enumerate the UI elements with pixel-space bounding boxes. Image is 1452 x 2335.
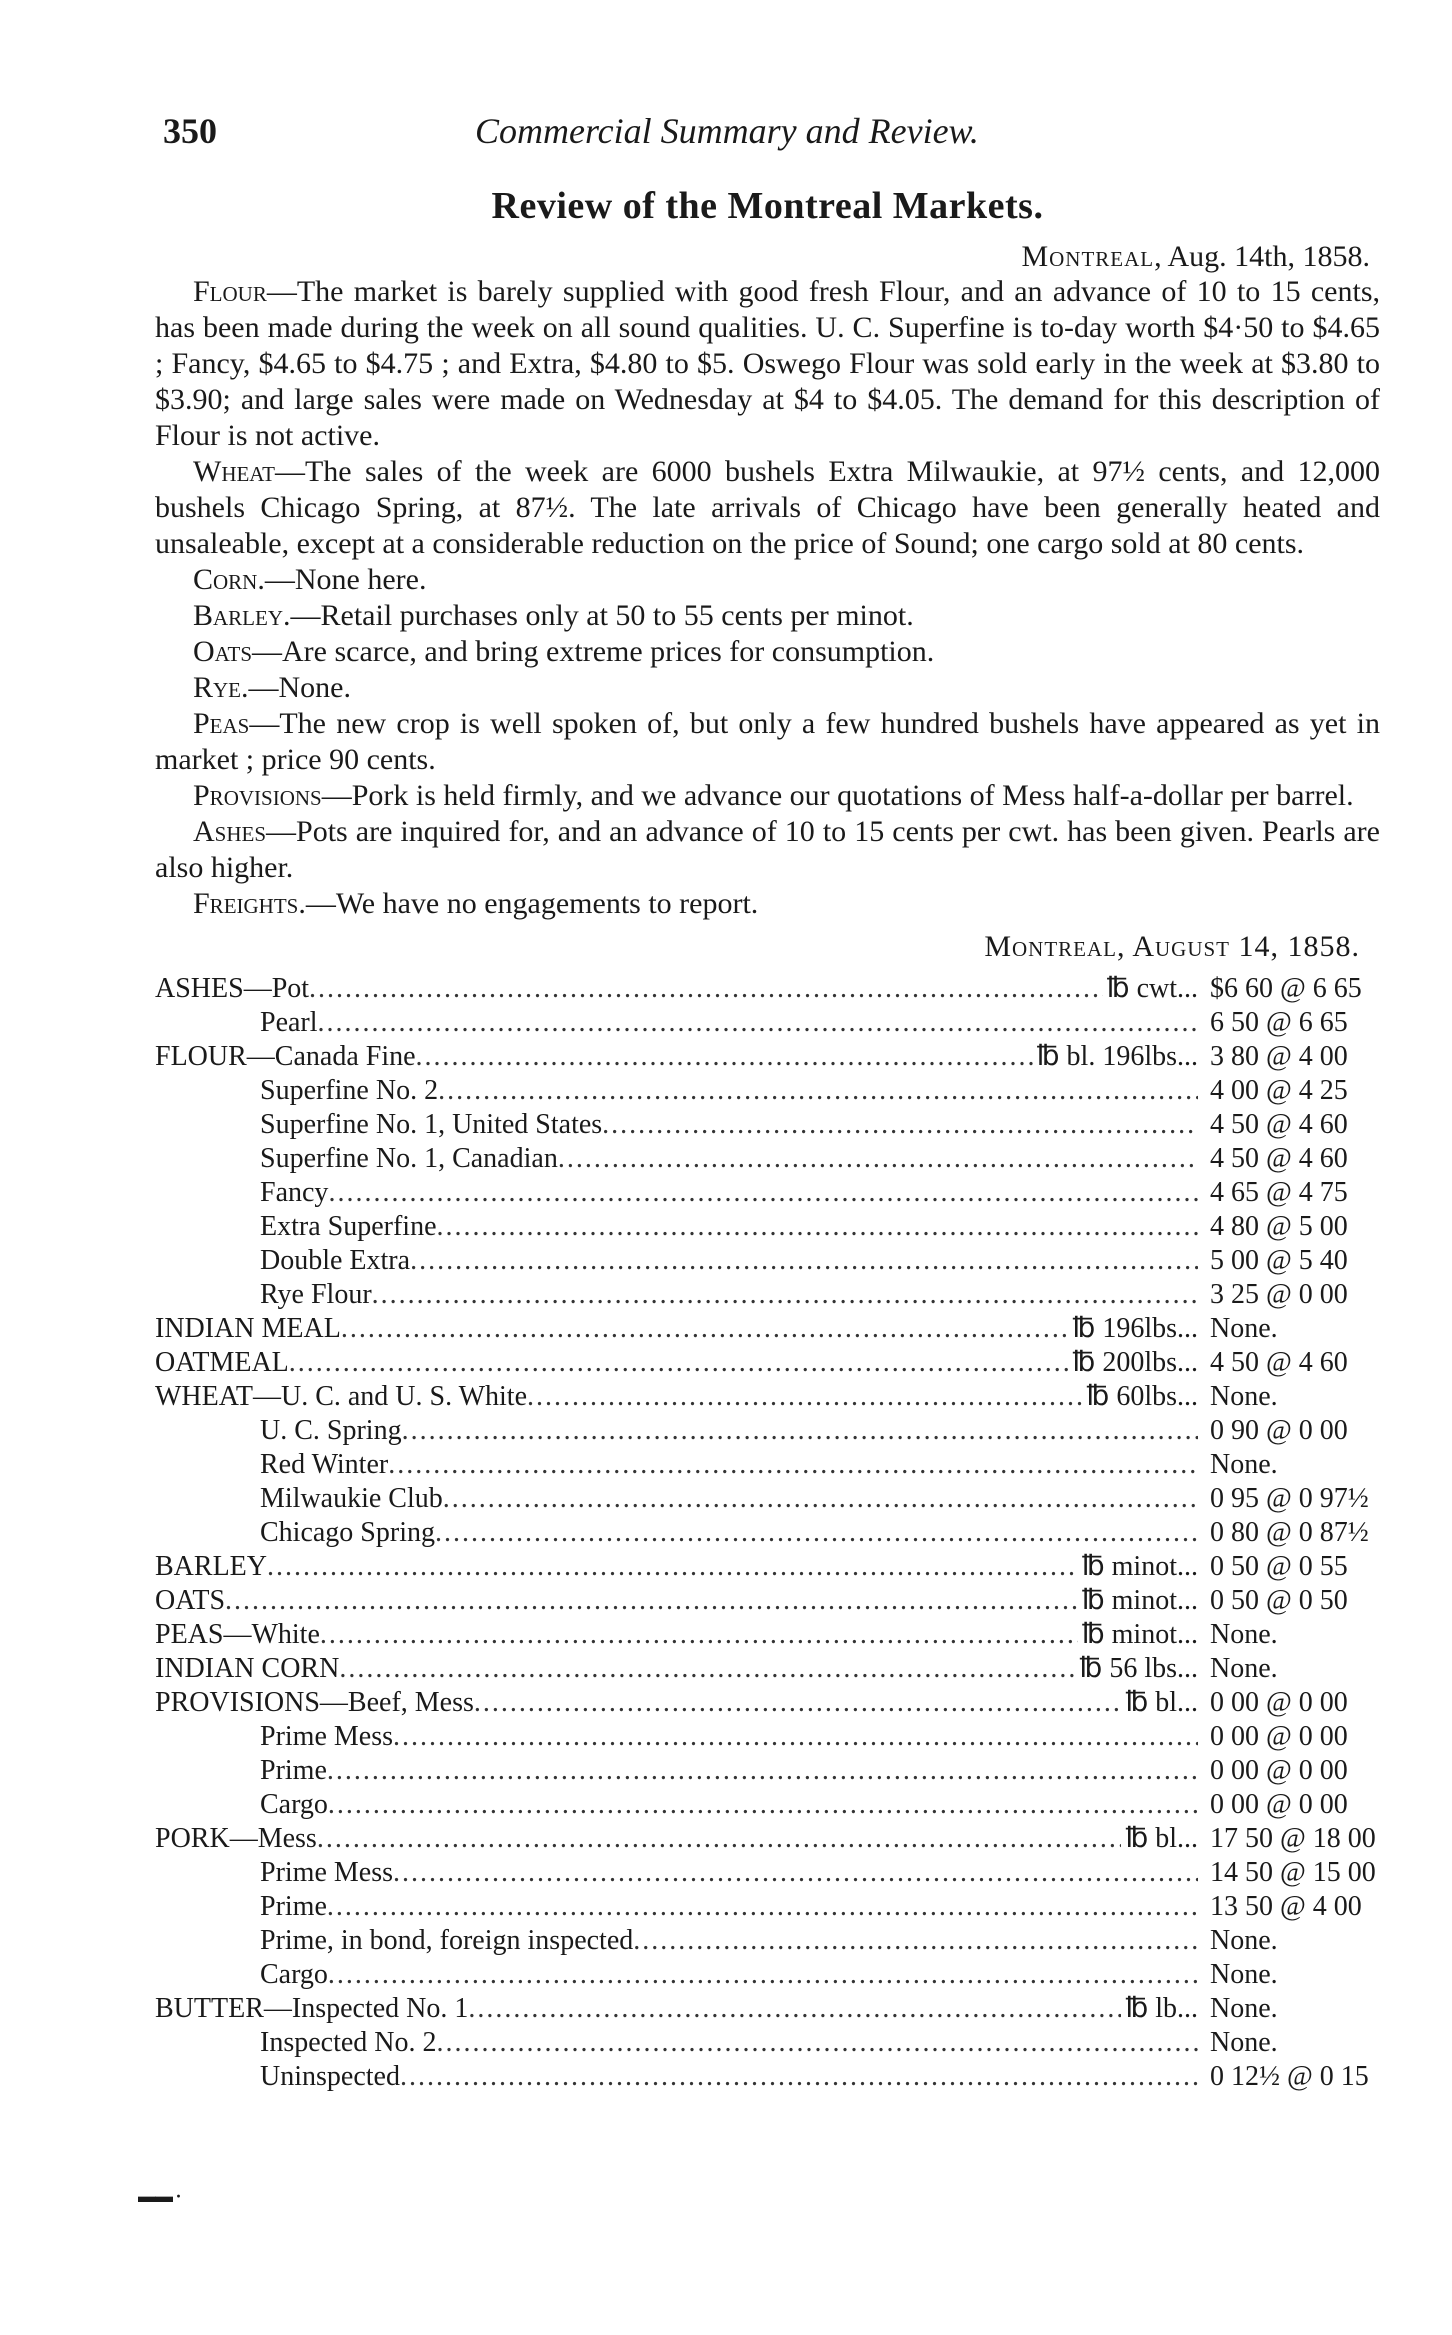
dot-leader	[289, 1346, 1069, 1380]
price-row	[155, 1244, 1380, 1278]
commodity-label: Inspected No. 2	[260, 2027, 437, 2058]
dot-leader	[393, 1856, 1198, 1890]
paragraph-peas	[155, 706, 1380, 778]
unit-label: ℔ cwt...	[1106, 973, 1198, 1004]
price-quote: 4 50 @ 4 60	[1210, 1143, 1348, 1174]
unit-label: ℔ minot...	[1081, 1551, 1198, 1582]
paragraph-text: —Pork is held firmly, and we advance our quotations of Mess half-a-dollar per barrel.	[321, 779, 1354, 812]
price-row	[155, 1550, 1380, 1584]
price-row	[155, 1380, 1380, 1414]
commodity-label: Uninspected	[260, 2061, 400, 2092]
commodity-label: Superfine No. 2	[260, 1075, 439, 1106]
commodity-label: PROVISIONS—Beef, Mess	[155, 1687, 474, 1718]
paragraph-text: .—None.	[241, 671, 351, 704]
price-quote: None.	[1210, 1381, 1278, 1412]
price-row	[155, 1040, 1380, 1074]
price-quote: 0 00 @ 0 00	[1210, 1755, 1348, 1786]
commodity-label: Prime	[260, 1755, 327, 1786]
price-quote: 4 50 @ 4 60	[1210, 1109, 1348, 1140]
commodity-label: Rye Flour	[260, 1279, 372, 1310]
paragraph-lead: Provisions	[193, 779, 322, 812]
commodity-label: Fancy	[260, 1177, 329, 1208]
paragraph-text: —The sales of the week are 6000 bushels Extra Milwaukie, at 97½ cents, and 12,000 bushels Chicago Spring, at 87½. The late arrivals of Chicago have been generally heated and unsaleable, except at a considerable reduction on the price of Sound; one cargo sold at 80 cents.	[155, 455, 1380, 560]
dot-leader	[339, 1652, 1075, 1686]
commodity-label: PORK—Mess	[155, 1823, 317, 1854]
price-quote: 0 00 @ 0 00	[1210, 1721, 1348, 1752]
price-row	[155, 1006, 1380, 1040]
paragraph-lead: Freights	[193, 887, 299, 920]
paragraph-text: —The new crop is well spoken of, but only a few hundred bushels have appeared as yet in market ; price 90 cents.	[155, 707, 1380, 776]
dot-leader	[372, 1278, 1198, 1312]
dot-leader	[527, 1380, 1082, 1414]
paragraph-lead: Ashes	[193, 815, 267, 848]
paragraph-text: .—Retail purchases only at 50 to 55 cents per minot.	[283, 599, 914, 632]
price-row	[155, 1278, 1380, 1312]
dot-leader	[318, 1006, 1198, 1040]
price-quote: 0 50 @ 0 50	[1210, 1585, 1348, 1616]
paragraph-lead: Corn	[193, 563, 258, 596]
commodity-label: BUTTER—Inspected No. 1	[155, 1993, 469, 2024]
market-report	[155, 274, 1380, 922]
commodity-label: Double Extra	[260, 1245, 411, 1276]
paragraph-lead: Rye	[193, 671, 242, 704]
price-row	[155, 1142, 1380, 1176]
commodity-label: ASHES—Pot	[155, 973, 310, 1004]
unit-label: ℔ 200lbs...	[1072, 1347, 1198, 1378]
dateline-place: Montreal	[1021, 240, 1155, 273]
dateline-rest: , Aug. 14th, 1858.	[1154, 240, 1370, 273]
commodity-label: Prime Mess	[260, 1857, 393, 1888]
price-quote: 0 12½ @ 0 15	[1210, 2061, 1369, 2092]
dot-leader	[435, 1516, 1198, 1550]
price-quote: None.	[1210, 1925, 1278, 1956]
dot-leader	[558, 1142, 1198, 1176]
running-head	[155, 110, 1380, 162]
price-row	[155, 1992, 1380, 2026]
dot-leader	[225, 1584, 1078, 1618]
paragraph-text: —Pots are inquired for, and an advance of 10 to 15 cents per cwt. has been given. Pearls are also higher.	[155, 815, 1380, 884]
price-row	[155, 972, 1380, 1006]
paragraph-barley	[155, 598, 1380, 634]
commodity-label: BARLEY	[155, 1551, 267, 1582]
price-quote: 4 80 @ 5 00	[1210, 1211, 1348, 1242]
paragraph-provisions	[155, 778, 1380, 814]
price-quote: 0 50 @ 0 55	[1210, 1551, 1348, 1582]
commodity-label: WHEAT—U. C. and U. S. White	[155, 1381, 527, 1412]
price-quote: None.	[1210, 1653, 1278, 1684]
dot-leader	[328, 1958, 1198, 1992]
paragraph-flour	[155, 274, 1380, 454]
price-row	[155, 1176, 1380, 1210]
paragraph-lead: Oats	[193, 635, 253, 668]
dot-leader	[443, 1482, 1198, 1516]
dot-leader	[328, 1176, 1198, 1210]
price-quote: $6 60 @ 6 65	[1210, 973, 1362, 1004]
price-row	[155, 1346, 1380, 1380]
price-quote: 0 90 @ 0 00	[1210, 1415, 1348, 1446]
commodity-label: FLOUR—Canada Fine	[155, 1041, 416, 1072]
dot-leader	[341, 1312, 1069, 1346]
unit-label: ℔ minot...	[1081, 1619, 1198, 1650]
dot-leader	[437, 1210, 1199, 1244]
price-row	[155, 1652, 1380, 1686]
commodity-label: PEAS—White	[155, 1619, 320, 1650]
commodity-label: Chicago Spring	[260, 1517, 435, 1548]
page	[155, 110, 1380, 2094]
price-row	[155, 1414, 1380, 1448]
price-row	[155, 2060, 1380, 2094]
article-title: Review of the Montreal Markets.	[491, 185, 1044, 227]
dot-leader	[393, 1720, 1198, 1754]
unit-label: ℔ 56 lbs...	[1079, 1653, 1198, 1684]
commodity-label: U. C. Spring	[260, 1415, 402, 1446]
price-table-dateline: Montreal, August 14, 1858.	[984, 930, 1360, 963]
dot-leader	[474, 1686, 1121, 1720]
dot-leader	[410, 1244, 1198, 1278]
stray-mark: ▬▬ ·	[138, 2186, 181, 2206]
dot-leader	[400, 2060, 1198, 2094]
paragraph-wheat	[155, 454, 1380, 562]
dot-leader	[309, 972, 1103, 1006]
dot-leader	[327, 1754, 1198, 1788]
price-row	[155, 1584, 1380, 1618]
paragraph-oats	[155, 634, 1380, 670]
paragraph-freights	[155, 886, 1380, 922]
price-quote: None.	[1210, 1619, 1278, 1650]
commodity-label: OATS	[155, 1585, 226, 1616]
price-quote: None.	[1210, 2027, 1278, 2058]
price-row	[155, 1924, 1380, 1958]
dot-leader	[438, 1074, 1198, 1108]
price-row	[155, 1686, 1380, 1720]
price-quote: None.	[1210, 1313, 1278, 1344]
price-row	[155, 1210, 1380, 1244]
price-row	[155, 1958, 1380, 1992]
price-quote: 17 50 @ 18 00	[1210, 1823, 1376, 1854]
commodity-label: INDIAN CORN	[155, 1653, 340, 1684]
dot-leader	[602, 1108, 1198, 1142]
commodity-label: Prime Mess	[260, 1721, 393, 1752]
dot-leader	[402, 1414, 1198, 1448]
unit-label: ℔ bl...	[1125, 1687, 1198, 1718]
paragraph-corn	[155, 562, 1380, 598]
price-row	[155, 1856, 1380, 1890]
commodity-label: Superfine No. 1, Canadian	[260, 1143, 558, 1174]
running-title: Commercial Summary and Review.	[475, 111, 979, 151]
price-row	[155, 1890, 1380, 1924]
paragraph-ashes	[155, 814, 1380, 886]
price-row	[155, 1448, 1380, 1482]
article-dateline	[155, 240, 1380, 274]
paragraph-lead: Wheat	[193, 455, 275, 488]
price-quote: None.	[1210, 1993, 1278, 2024]
commodity-label: Superfine No. 1, United States	[260, 1109, 603, 1140]
commodity-label: INDIAN MEAL	[155, 1313, 341, 1344]
paragraph-text: .—We have no engagements to report.	[298, 887, 759, 920]
commodity-label: Pearl	[260, 1007, 318, 1038]
price-quote: 4 65 @ 4 75	[1210, 1177, 1348, 1208]
paragraph-text: —Are scarce, and bring extreme prices for consumption.	[252, 635, 935, 668]
paragraph-lead: Barley	[193, 599, 284, 632]
price-row	[155, 2026, 1380, 2060]
price-quote: 3 25 @ 0 00	[1210, 1279, 1348, 1310]
price-row	[155, 1754, 1380, 1788]
price-quote: 13 50 @ 4 00	[1210, 1891, 1362, 1922]
price-row	[155, 1516, 1380, 1550]
price-quote: None.	[1210, 1959, 1278, 1990]
unit-label: ℔ bl. 196lbs...	[1036, 1041, 1198, 1072]
price-quote: 5 00 @ 5 40	[1210, 1245, 1348, 1276]
price-quote: 0 95 @ 0 97½	[1210, 1483, 1369, 1514]
paragraph-lead: Peas	[193, 707, 250, 740]
price-row	[155, 1312, 1380, 1346]
price-quote: 6 50 @ 6 65	[1210, 1007, 1348, 1038]
dot-leader	[267, 1550, 1078, 1584]
dot-leader	[388, 1448, 1198, 1482]
unit-label: ℔ 60lbs...	[1086, 1381, 1198, 1412]
unit-label: ℔ bl...	[1125, 1823, 1198, 1854]
price-quote: 3 80 @ 4 00	[1210, 1041, 1348, 1072]
price-row	[155, 1074, 1380, 1108]
page-number: 350	[163, 111, 217, 151]
commodity-label: Cargo	[260, 1789, 328, 1820]
paragraph-lead: Flour	[193, 275, 267, 308]
dot-leader	[328, 1788, 1198, 1822]
dot-leader	[320, 1618, 1078, 1652]
commodity-label: Prime	[260, 1891, 327, 1922]
dot-leader	[416, 1040, 1033, 1074]
price-row	[155, 1482, 1380, 1516]
dot-leader	[317, 1822, 1122, 1856]
price-quote: 4 50 @ 4 60	[1210, 1347, 1348, 1378]
commodity-label: Cargo	[260, 1959, 328, 1990]
commodity-label: Extra Superfine	[260, 1211, 437, 1242]
paragraph-rye	[155, 670, 1380, 706]
commodity-label: Milwaukie Club	[260, 1483, 443, 1514]
price-quote: 0 80 @ 0 87½	[1210, 1517, 1369, 1548]
commodity-label: Prime, in bond, foreign inspected	[260, 1925, 634, 1956]
price-row	[155, 1618, 1380, 1652]
unit-label: ℔ lb...	[1125, 1993, 1198, 2024]
unit-label: ℔ minot...	[1081, 1585, 1198, 1616]
price-quote: 4 00 @ 4 25	[1210, 1075, 1348, 1106]
price-row	[155, 1108, 1380, 1142]
price-quote: 0 00 @ 0 00	[1210, 1789, 1348, 1820]
price-quote: 14 50 @ 15 00	[1210, 1857, 1376, 1888]
price-table	[155, 972, 1380, 2094]
dot-leader	[327, 1890, 1198, 1924]
price-row	[155, 1720, 1380, 1754]
paragraph-text: —The market is barely supplied with good fresh Flour, and an advance of 10 to 15 cents, has been made during the week on all sound qualities. U. C. Superfine is to-day worth $4·50 to $4.65 ; Fancy, $4.65 to $4.75 ; and Extra, $4.80 to $5. Oswego Flour was sold early in the week at $3.80 to $3.90; and large sales were made on Wednesday at $4 to $4.05. The demand for this description of Flour is not active.	[155, 275, 1380, 452]
dot-leader	[468, 1992, 1121, 2026]
commodity-label: Red Winter	[260, 1449, 389, 1480]
price-quote: None.	[1210, 1449, 1278, 1480]
dot-leader	[633, 1924, 1198, 1958]
commodity-label: OATMEAL	[155, 1347, 289, 1378]
dot-leader	[437, 2026, 1198, 2060]
price-row	[155, 1822, 1380, 1856]
paragraph-text: .—None here.	[257, 563, 427, 596]
price-quote: 0 00 @ 0 00	[1210, 1687, 1348, 1718]
price-row	[155, 1788, 1380, 1822]
unit-label: ℔ 196lbs...	[1072, 1313, 1198, 1344]
